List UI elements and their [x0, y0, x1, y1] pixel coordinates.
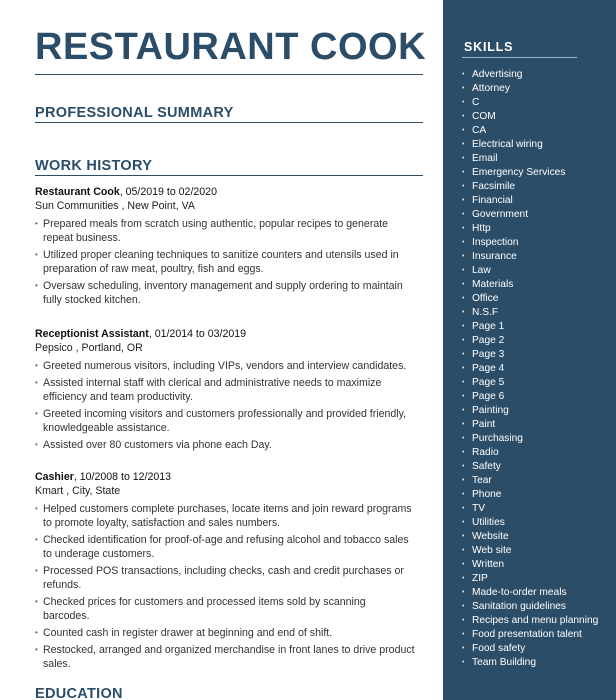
- skills-sidebar: [443, 0, 616, 700]
- job-bullets: [35, 502, 415, 671]
- job-bullets: [35, 359, 415, 452]
- skill-item: • Team Building: [462, 656, 612, 670]
- job-entry: [35, 470, 415, 674]
- skill-item: • Recipes and menu planning: [462, 614, 612, 628]
- skill-item: • Written: [462, 558, 612, 572]
- skill-item: • Food safety: [462, 642, 612, 656]
- job-bullet: • Checked prices for customers and processed items sold by scanning barcodes.: [35, 595, 415, 623]
- skill-item: • Law: [462, 264, 612, 278]
- job-entry: [35, 185, 415, 310]
- skill-item: • Utilities: [462, 516, 612, 530]
- job-dates: , 05/2019 to 02/2020: [119, 186, 217, 198]
- skill-item: • Tear: [462, 474, 612, 488]
- skill-item: • Page 6: [462, 390, 612, 404]
- skill-item: • C: [462, 96, 612, 110]
- resume-name-heading: RESTAURANT COOK: [35, 26, 427, 68]
- job-company: Sun Communities , New Point, VA: [35, 200, 195, 212]
- skill-item: • Web site: [462, 544, 612, 558]
- skill-item: • Facsimile: [462, 180, 612, 194]
- skill-item: • Page 3: [462, 348, 612, 362]
- work-history-divider: [35, 175, 423, 176]
- job-bullet: • Processed POS transactions, including checks, cash and credit purchases or refunds.: [35, 564, 415, 592]
- job-title-line: [35, 327, 415, 341]
- job-title-line: [35, 185, 415, 199]
- job-title: Restaurant Cook: [35, 186, 120, 198]
- skill-item: • Radio: [462, 446, 612, 460]
- job-title-line: [35, 470, 415, 484]
- skill-item: • Financial: [462, 194, 612, 208]
- skill-item: • Inspection: [462, 236, 612, 250]
- skills-list: [462, 68, 612, 670]
- job-bullets: [35, 217, 415, 307]
- job-bullet: • Helped customers complete purchases, locate items and join reward programs to promote loyalty, satisfaction and sales numbers.: [35, 502, 415, 530]
- skill-item: • Paint: [462, 418, 612, 432]
- job-bullet: • Prepared meals from scratch using authentic, popular recipes to generate repeat business.: [35, 217, 415, 245]
- job-bullet: • Utilized proper cleaning techniques to sanitize counters and utensils used in preparation of raw meat, poultry, fish and eggs.: [35, 248, 415, 276]
- skill-item: • Phone: [462, 488, 612, 502]
- skill-item: • Office: [462, 292, 612, 306]
- skill-item: • Attorney: [462, 82, 612, 96]
- skill-item: • Page 1: [462, 320, 612, 334]
- skill-item: • Food presentation talent: [462, 628, 612, 642]
- job-bullet: • Greeted numerous visitors, including VIPs, vendors and interview candidates.: [35, 359, 415, 373]
- skill-item: • TV: [462, 502, 612, 516]
- skill-item: • Made-to-order meals: [462, 586, 612, 600]
- job-dates: , 10/2008 to 12/2013: [73, 471, 172, 483]
- skill-item: • Insurance: [462, 250, 612, 264]
- skill-item: • Page 2: [462, 334, 612, 348]
- section-title-education: EDUCATION: [35, 686, 123, 700]
- skill-item: • Http: [462, 222, 612, 236]
- job-title: Cashier: [35, 471, 74, 483]
- job-bullet: • Counted cash in register drawer at beginning and end of shift.: [35, 626, 415, 640]
- section-title-work-history: WORK HISTORY: [35, 158, 153, 174]
- skill-item: • Website: [462, 530, 612, 544]
- skill-item: • COM: [462, 110, 612, 124]
- summary-divider: [35, 122, 423, 123]
- job-company: Kmart , City, State: [35, 485, 121, 497]
- skills-divider: [462, 57, 577, 58]
- job-bullet: • Assisted internal staff with clerical and administrative needs to maximize efficiency and team productivity.: [35, 376, 415, 404]
- skill-item: • CA: [462, 124, 612, 138]
- skill-item: • Purchasing: [462, 432, 612, 446]
- job-bullet: • Restocked, arranged and organized merchandise in front lanes to drive product sales.: [35, 643, 415, 671]
- job-bullet: • Oversaw scheduling, inventory management and supply ordering to maintain fully stocked kitchen.: [35, 279, 415, 307]
- skill-item: • Electrical wiring: [462, 138, 612, 152]
- skill-item: • Page 4: [462, 362, 612, 376]
- skill-item: • Materials: [462, 278, 612, 292]
- job-bullet: • Checked identification for proof-of-age and refusing alcohol and tobacco sales to underage customers.: [35, 533, 415, 561]
- skill-item: • Advertising: [462, 68, 612, 82]
- job-title: Receptionist Assistant: [35, 328, 149, 340]
- name-divider: [35, 74, 423, 75]
- skill-item: • N.S.F: [462, 306, 612, 320]
- job-bullet: • Assisted over 80 customers via phone each Day.: [35, 438, 415, 452]
- job-dates: , 01/2014 to 03/2019: [148, 328, 247, 340]
- skill-item: • Government: [462, 208, 612, 222]
- skill-item: • Safety: [462, 460, 612, 474]
- skill-item: • Email: [462, 152, 612, 166]
- skill-item: • Painting: [462, 404, 612, 418]
- skill-item: • Page 5: [462, 376, 612, 390]
- job-company: Pepsico , Portland, OR: [35, 342, 143, 354]
- skill-item: • Sanitation guidelines: [462, 600, 612, 614]
- skill-item: • ZIP: [462, 572, 612, 586]
- job-entry: [35, 327, 415, 455]
- skill-item: • Emergency Services: [462, 166, 612, 180]
- section-title-skills: SKILLS: [464, 40, 514, 54]
- job-bullet: • Greeted incoming visitors and customers professionally and provided friendly, knowledgeable assistance.: [35, 407, 415, 435]
- section-title-summary: PROFESSIONAL SUMMARY: [35, 105, 234, 121]
